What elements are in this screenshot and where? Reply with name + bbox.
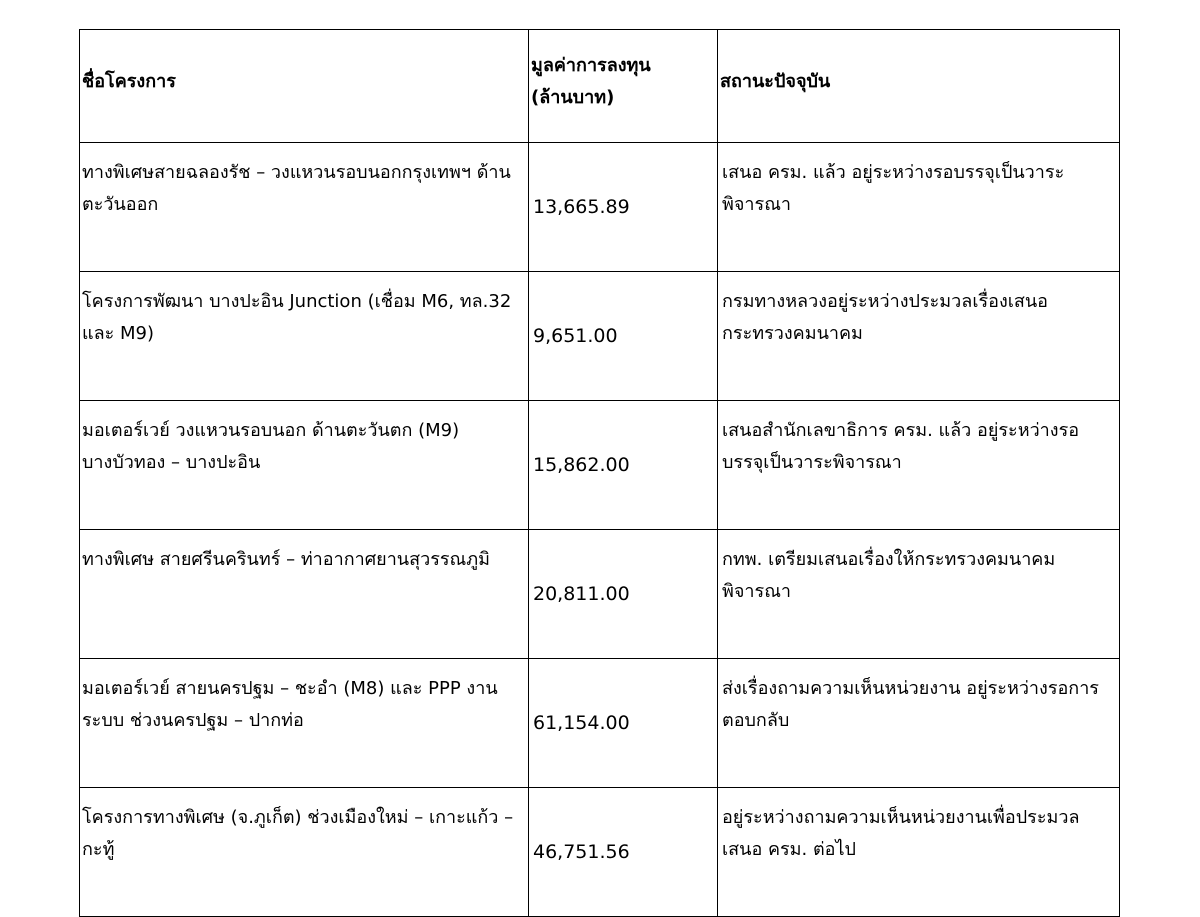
investment-value-cell: 46,751.56 [529,788,718,917]
investment-value-cell: 61,154.00 [529,659,718,788]
status-cell: กรมทางหลวงอยู่ระหว่างประมวลเรื่องเสนอกระทรวงคมนาคม [718,272,1120,401]
projects-table [79,29,1120,917]
table-row [80,530,1120,659]
investment-value-cell: 20,811.00 [529,530,718,659]
table-header [80,30,1120,143]
status-cell: เสนอ ครม. แล้ว อยู่ระหว่างรอบรรจุเป็นวาระพิจารณา [718,143,1120,272]
project-name-cell: มอเตอร์เวย์ วงแหวนรอบนอก ด้านตะวันตก (M9) บางบัวทอง – บางปะอิน [80,401,529,530]
project-name-cell: โครงการทางพิเศษ (จ.ภูเก็ต) ช่วงเมืองใหม่ – เกาะแก้ว – กะทู้ [80,788,529,917]
header-row [80,30,1120,143]
header-investment-line2: (ล้านบาท) [531,87,615,108]
header-investment-value [529,30,718,143]
project-name-cell: ทางพิเศษสายฉลองรัช – วงแหวนรอบนอกกรุงเทพฯ ด้านตะวันออก [80,143,529,272]
status-cell: กทพ. เตรียมเสนอเรื่องให้กระทรวงคมนาคมพิจารณา [718,530,1120,659]
project-name-cell: โครงการพัฒนา บางปะอิน Junction (เชื่อม M6, ทล.32 และ M9) [80,272,529,401]
status-cell: อยู่ระหว่างถามความเห็นหน่วยงานเพื่อประมวลเสนอ ครม. ต่อไป [718,788,1120,917]
investment-value-cell: 15,862.00 [529,401,718,530]
header-investment-line1: มูลค่าการลงทุน [531,55,651,76]
investment-value-cell: 13,665.89 [529,143,718,272]
table-row [80,401,1120,530]
table-row [80,788,1120,917]
table-body [80,143,1120,917]
table-row [80,659,1120,788]
table-row [80,143,1120,272]
header-project-name: ชื่อโครงการ [80,30,529,143]
status-cell: เสนอสำนักเลขาธิการ ครม. แล้ว อยู่ระหว่างรอบรรจุเป็นวาระพิจารณา [718,401,1120,530]
project-name-cell: มอเตอร์เวย์ สายนครปฐม – ชะอำ (M8) และ PPP งานระบบ ช่วงนครปฐม – ปากท่อ [80,659,529,788]
header-status: สถานะปัจจุบัน [718,30,1120,143]
status-cell: ส่งเรื่องถามความเห็นหน่วยงาน อยู่ระหว่างรอการตอบกลับ [718,659,1120,788]
project-name-cell: ทางพิเศษ สายศรีนครินทร์ – ท่าอากาศยานสุวรรณภูมิ [80,530,529,659]
investment-value-cell: 9,651.00 [529,272,718,401]
table-row [80,272,1120,401]
